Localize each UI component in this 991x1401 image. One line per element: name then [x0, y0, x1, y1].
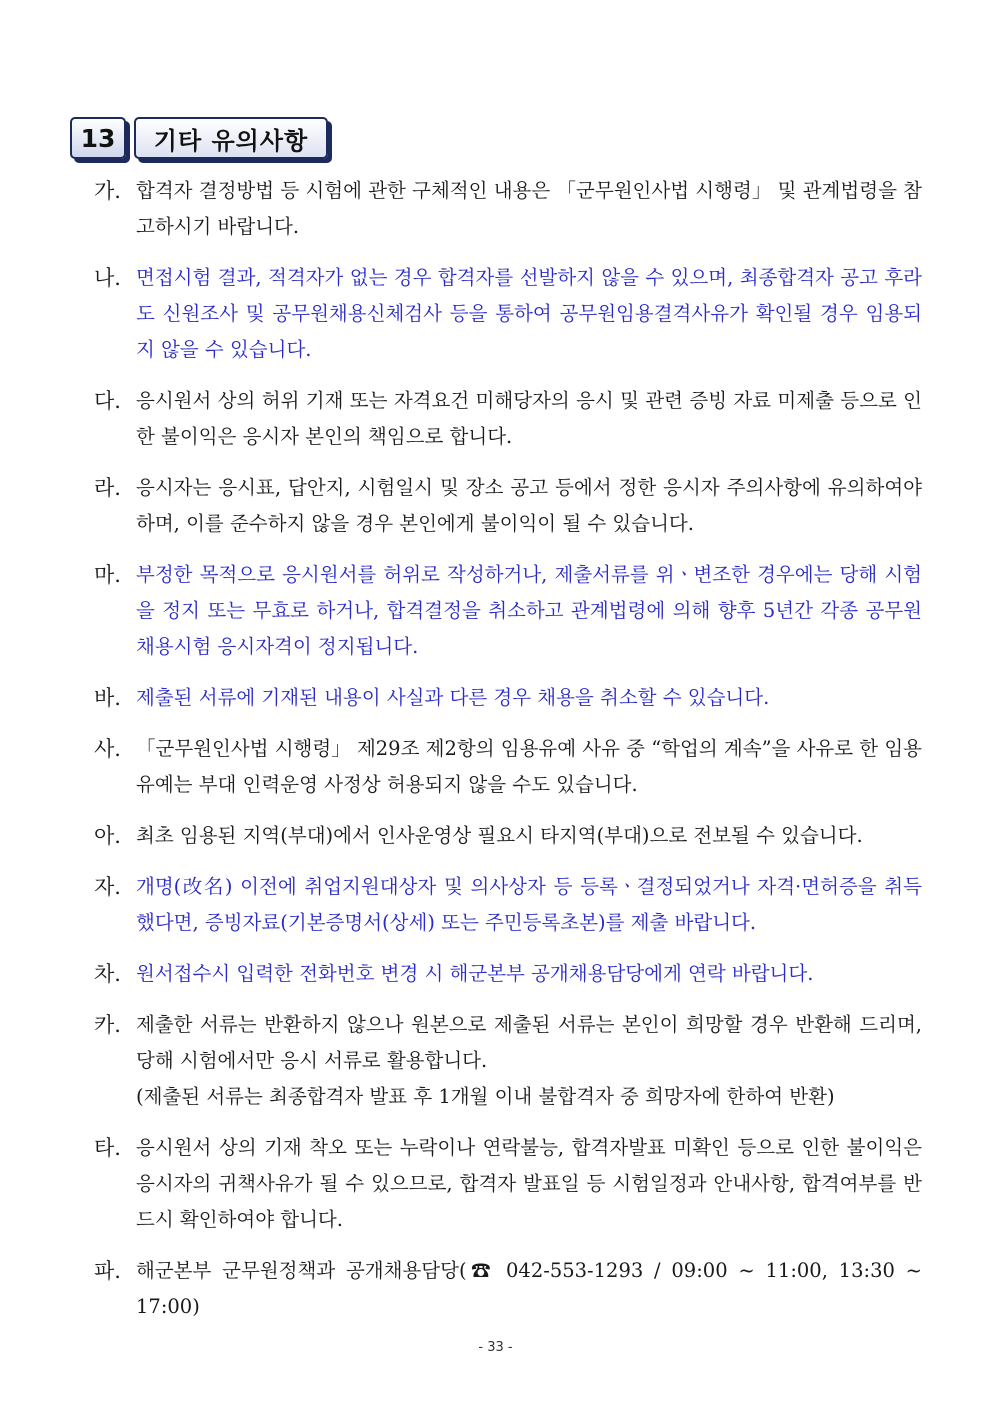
item-text: [136, 1007, 922, 1115]
item-marker: 아.: [94, 824, 121, 848]
notice-item-ka: [94, 1007, 922, 1115]
notice-item-cha: [94, 956, 922, 992]
item-main-text: 제출한 서류는 반환하지 않으나 원본으로 제출된 서류는 본인이 희망할 경우 반환해 드리며, 당해 시험에서만 응시 서류로 활용합니다.: [136, 1013, 922, 1072]
item-text: 응시원서 상의 기재 착오 또는 누락이나 연락불능, 합격자발표 미확인 등으로 인한 불이익은 응시자의 귀책사유가 될 수 있으므로, 합격자 발표일 등 시험일정과 안내사항, 합격여부를 반드시 확인하여야 합니다.: [136, 1136, 922, 1231]
notice-item-ta: [94, 1130, 922, 1238]
item-marker: 카.: [94, 1013, 121, 1037]
notice-item-sa: [94, 731, 922, 803]
item-text: 「군무원인사법 시행령」 제29조 제2항의 임용유예 사유 중 “학업의 계속”을 사유로 한 임용유예는 부대 인력운영 사정상 허용되지 않을 수도 있습니다.: [136, 737, 922, 796]
item-marker: 사.: [94, 737, 121, 761]
item-text: 원서접수시 입력한 전화번호 변경 시 해군본부 공개채용담당에게 연락 바랍니다.: [136, 962, 814, 985]
item-marker: 라.: [94, 476, 121, 500]
notice-item-na: [94, 260, 922, 368]
notice-item-a: [94, 818, 922, 854]
notice-item-ra: [94, 470, 922, 542]
item-marker: 파.: [94, 1259, 121, 1283]
notice-item-ma: [94, 557, 922, 665]
section-title: 기타 유의사항: [134, 117, 328, 159]
item-marker: 마.: [94, 563, 121, 587]
item-marker: 나.: [94, 266, 121, 290]
item-text: 면접시험 결과, 적격자가 없는 경우 합격자를 선발하지 않을 수 있으며, 최종합격자 공고 후라도 신원조사 및 공무원채용신체검사 등을 통하여 공무원임용결격사유가 확인될 경우 임용되지 않을 수 있습니다.: [136, 266, 922, 361]
item-marker: 자.: [94, 875, 121, 899]
item-marker: 다.: [94, 389, 121, 413]
item-text: 응시자는 응시표, 답안지, 시험일시 및 장소 공고 등에서 정한 응시자 주의사항에 유의하여야 하며, 이를 준수하지 않을 경우 본인에게 불이익이 될 수 있습니다.: [136, 476, 922, 535]
notice-item-ja: [94, 869, 922, 941]
item-note: (제출된 서류는 최종합격자 발표 후 1개월 이내 불합격자 중 희망자에 한하여 반환): [136, 1085, 835, 1108]
item-text: 개명(改名) 이전에 취업지원대상자 및 의사상자 등 등록ㆍ결정되었거나 자격·면허증을 취득했다면, 증빙자료(기본증명서(상세) 또는 주민등록초본)를 제출 바랍니다.: [136, 875, 922, 934]
item-marker: 바.: [94, 686, 121, 710]
item-text: 제출된 서류에 기재된 내용이 사실과 다른 경우 채용을 취소할 수 있습니다.: [136, 686, 770, 709]
item-text: 부정한 목적으로 응시원서를 허위로 작성하거나, 제출서류를 위ㆍ변조한 경우에는 당해 시험을 정지 또는 무효로 하거나, 합격결정을 취소하고 관계법령에 의해 향후 5년간 각종 공무원채용시험 응시자격이 정지됩니다.: [136, 563, 922, 658]
notice-list: [94, 173, 922, 1340]
section-number-badge: 13: [70, 117, 126, 159]
notice-item-pa: [94, 1253, 922, 1325]
page-number: - 33 -: [478, 1340, 513, 1355]
item-marker: 타.: [94, 1136, 121, 1160]
item-text: 합격자 결정방법 등 시험에 관한 구체적인 내용은 「군무원인사법 시행령」 및 관계법령을 참고하시기 바랍니다.: [136, 179, 922, 238]
item-marker: 차.: [94, 962, 121, 986]
notice-item-da: [94, 383, 922, 455]
item-text: 해군본부 군무원정책과 공개채용담당(☎ 042-553-1293 / 09:00 ~ 11:00, 13:30 ~ 17:00): [136, 1259, 922, 1318]
item-marker: 가.: [94, 179, 121, 203]
item-text: 최초 임용된 지역(부대)에서 인사운영상 필요시 타지역(부대)으로 전보될 수 있습니다.: [136, 824, 863, 847]
section-heading: [70, 117, 328, 159]
notice-item-ba: [94, 680, 922, 716]
notice-item-ga: [94, 173, 922, 245]
item-text: 응시원서 상의 허위 기재 또는 자격요건 미해당자의 응시 및 관련 증빙 자료 미제출 등으로 인한 불이익은 응시자 본인의 책임으로 합니다.: [136, 389, 922, 448]
